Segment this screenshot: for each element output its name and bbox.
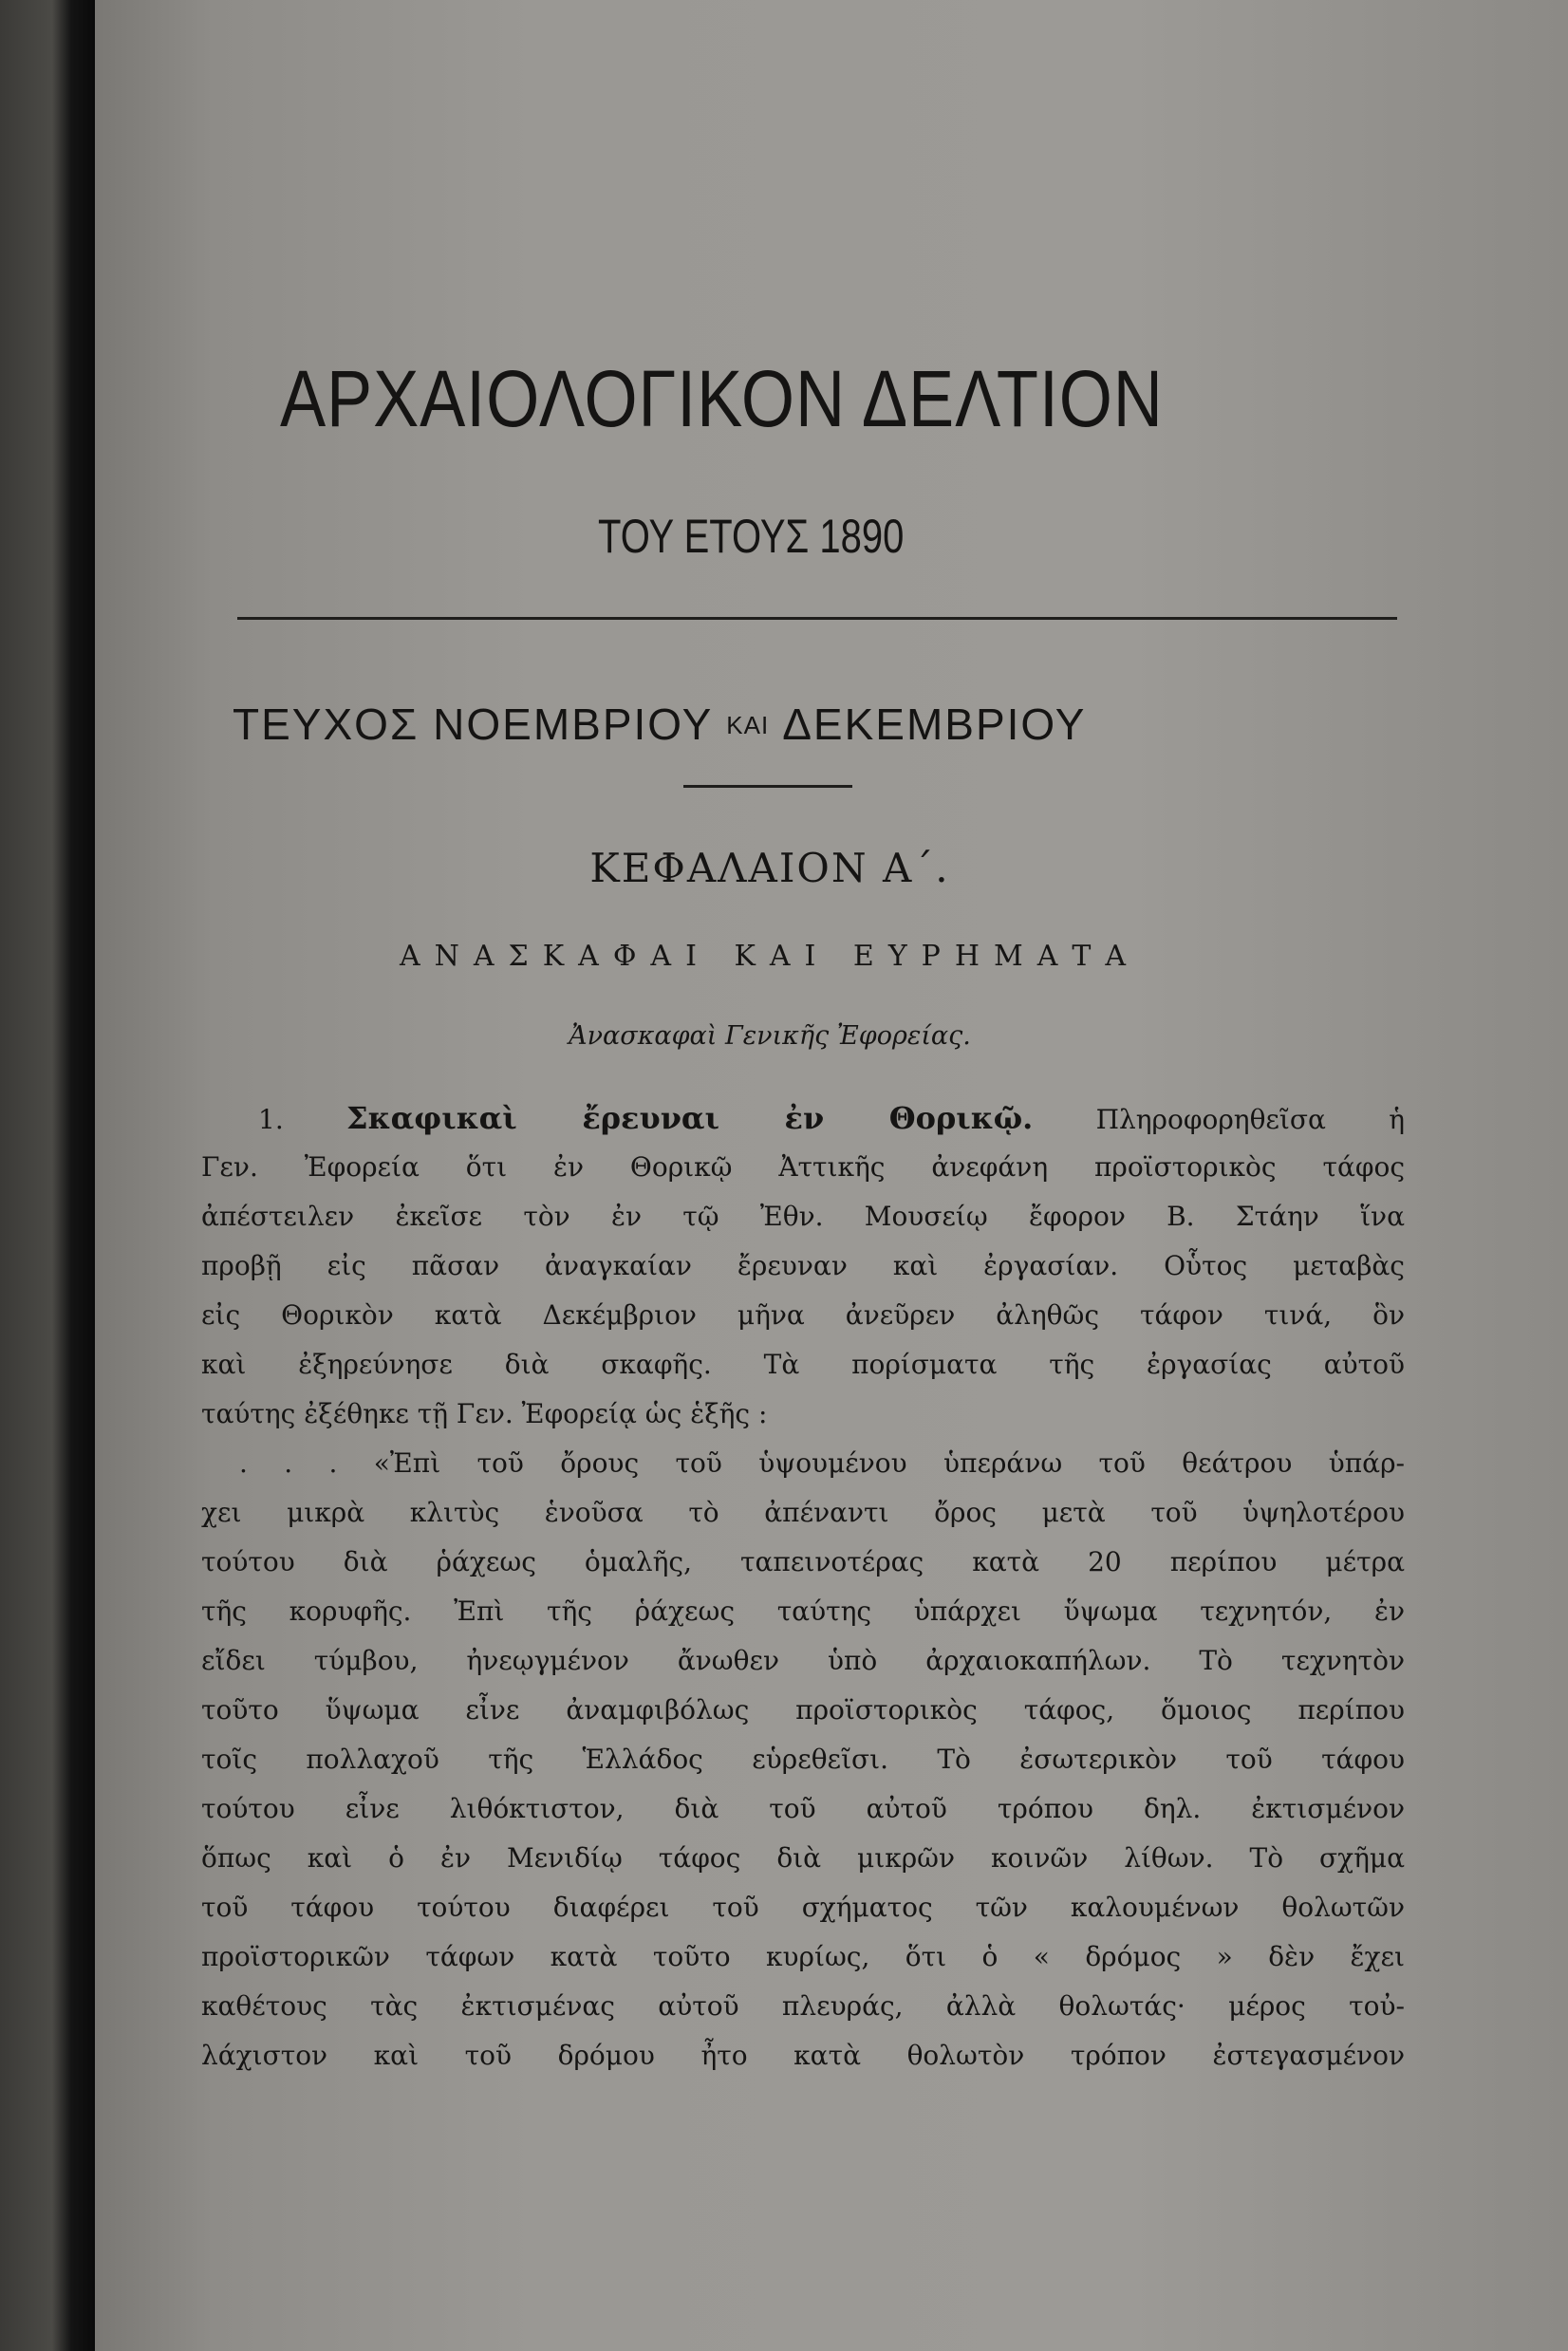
chapter-title: ΚΕΦΑΛΑΙΟΝ Α΄. (589, 845, 950, 891)
year-line: ΤΟΥ ΕΤΟΥΣ 1890 (598, 510, 905, 563)
text-line: τούτου διὰ ῥάχεως ὁμαλῆς, ταπεινοτέρας κατὰ 20 περίπου μέτρα (201, 1546, 1405, 1577)
short-rule (683, 785, 852, 788)
text-line: εἴδει τύμβου, ἠνεῳγμένον ἄνωθεν ὑπὸ ἀρχαιοκαπήλων. Τὸ τεχνητὸν (201, 1645, 1405, 1676)
text-line: καθέτους τὰς ἐκτισμένας αὐτοῦ πλευράς, ἀλλὰ θολωτάς· μέρος τοὐ- (201, 1990, 1405, 2022)
text-line: λάχιστον καὶ τοῦ δρόμου ἦτο κατὰ θολωτὸν τρόπον ἐστεγασμένον (201, 2040, 1405, 2071)
article-first-line (201, 1093, 1405, 1143)
text-line: . . . «Ἐπὶ τοῦ ὄρους τοῦ ὑψουμένου ὑπεράνω τοῦ θεάτρου ὑπάρ- (239, 1447, 1405, 1479)
issue-month-1: ΤΕΥΧΟΣ ΝΟΕΜΒΡΙΟΥ (233, 700, 714, 749)
text-line: τοῦ τάφου τούτου διαφέρει τοῦ σχήματος τῶν καλουμένων θολωτῶν (201, 1892, 1405, 1923)
text-line: τούτου εἶνε λιθόκτιστον, διὰ τοῦ αὐτοῦ τρόπου δηλ. ἐκτισμένον (201, 1793, 1405, 1824)
article-number: 1. (258, 1104, 284, 1135)
text-line: ὅπως καὶ ὁ ἐν Μενιδίῳ τάφος διὰ μικρῶν κοινῶν λίθων. Τὸ σχῆμα (201, 1842, 1405, 1874)
text-line: τοῦτο ὕψωμα εἶνε ἀναμφιβόλως προϊστορικὸς τάφος, ὅμοιος περίπου (201, 1694, 1405, 1726)
text-line: καὶ ἐξηρεύνησε διὰ σκαφῆς. Τὰ πορίσματα τῆς ἐργασίας αὐτοῦ (201, 1349, 1405, 1380)
text-line: ταύτης ἐξέθηκε τῇ Γεν. Ἐφορείᾳ ὡς ἑξῆς : (201, 1398, 768, 1429)
article-body (201, 1093, 1405, 2080)
issue-line (233, 699, 1086, 750)
text-line: προβῇ εἰς πᾶσαν ἀναγκαίαν ἔρευναν καὶ ἐργασίαν. Οὗτος μεταβὰς (201, 1250, 1405, 1281)
journal-title: ΑΡΧΑΙΟΛΟΓΙΚΟΝ ΔΕΛΤΙΟΝ (280, 354, 1164, 443)
issue-month-2: ΔΕΚΕΜΒΡΙΟΥ (782, 700, 1087, 749)
text-line: τοῖς πολλαχοῦ τῆς Ἑλλάδος εὑρεθεῖσι. Τὸ ἐσωτερικὸν τοῦ τάφου (201, 1744, 1405, 1775)
text-line: Πληροφορηθεῖσα ἡ (1095, 1104, 1405, 1135)
text-line: Γεν. Ἐφορεία ὅτι ἐν Θορικῷ Ἀττικῆς ἀνεφάνη προϊστορικὸς τάφος (201, 1151, 1405, 1183)
book-spine-shadow (0, 0, 95, 2351)
article-heading: Σκαφικαὶ ἔρευναι ἐν Θορικῷ. (346, 1100, 1034, 1136)
section-title: ΑΝΑΣΚΑΦΑΙ ΚΑΙ ΕΥΡΗΜΑΤΑ (399, 940, 1141, 973)
book-page (95, 0, 1568, 2351)
text-line: προϊστορικῶν τάφων κατὰ τοῦτο κυρίως, ὅτι ὁ « δρόμος » δὲν ἔχει (201, 1941, 1405, 1972)
text-line: εἰς Θορικὸν κατὰ Δεκέμβριον μῆνα ἀνεῦρεν ἀληθῶς τάφον τινά, ὃν (201, 1299, 1405, 1331)
subsection-title: Ἀνασκαφαὶ Γενικῆς Ἐφορείας. (569, 1021, 971, 1051)
text-line: χει μικρὰ κλιτὺς ἑνοῦσα τὸ ἀπέναντι ὄρος μετὰ τοῦ ὑψηλοτέρου (201, 1497, 1405, 1528)
text-line: ἀπέστειλεν ἐκεῖσε τὸν ἐν τῷ Ἐθν. Μουσείῳ ἔφορον Β. Στάην ἵνα (201, 1201, 1405, 1232)
issue-conjunction: ΚΑΙ (726, 711, 770, 739)
text-line: τῆς κορυφῆς. Ἐπὶ τῆς ῥάχεως ταύτης ὑπάρχει ὕψωμα τεχνητόν, ἐν (201, 1595, 1405, 1627)
horizontal-rule (237, 617, 1397, 620)
